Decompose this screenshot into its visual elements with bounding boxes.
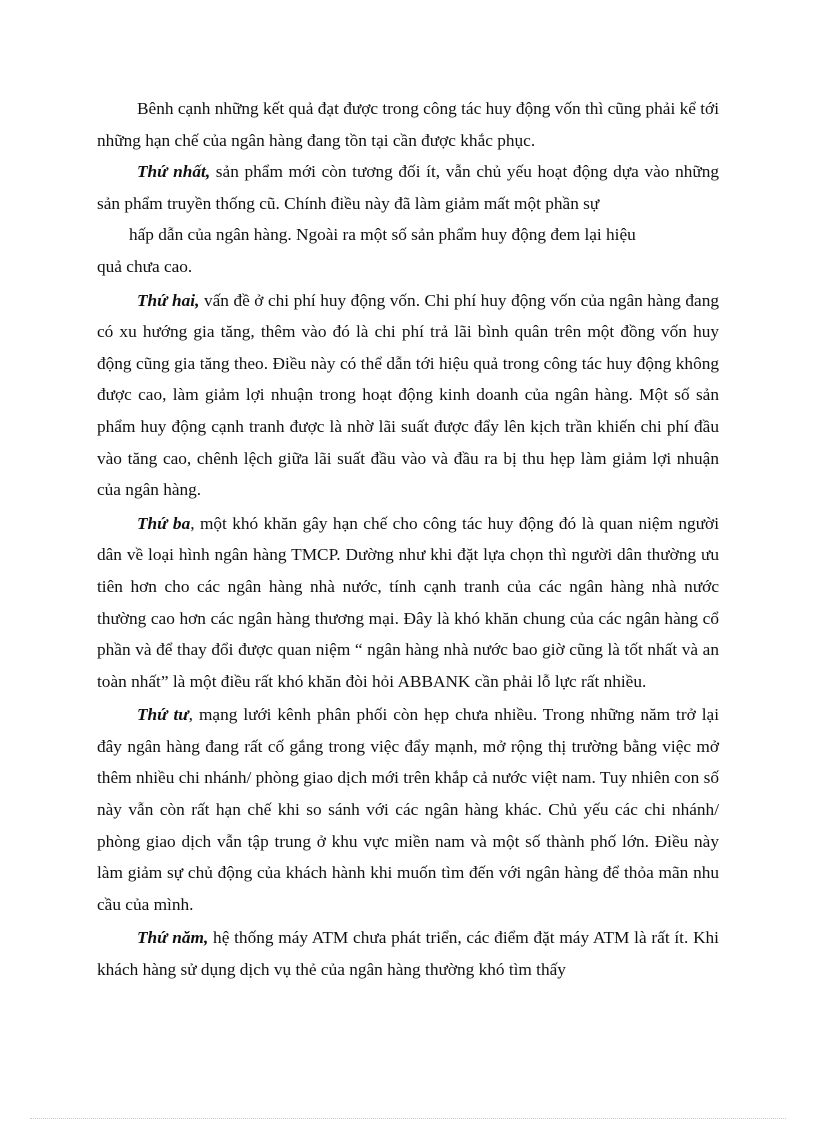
paragraph-first xyxy=(97,156,719,219)
page-bottom-divider xyxy=(30,1118,786,1119)
paragraph-fifth xyxy=(97,922,719,985)
paragraph-fifth-lead: Thứ năm, xyxy=(137,928,209,948)
paragraph-first-continuation: hấp dẫn của ngân hàng. Ngoài ra một số sản phẩm huy động đem lại hiệu xyxy=(129,225,636,245)
paragraph-first-end: quả chưa cao. xyxy=(97,256,193,276)
paragraph-second-lead: Thứ hai, xyxy=(137,290,200,310)
paragraph-fourth-body: , mạng lưới kênh phân phối còn hẹp chưa nhiều. Trong những năm trở lại đây ngân hàng đang rất cố gắng trong việc đẩy mạnh, mở rộng thị trường bằng việc mở thêm nhiều chi nhánh/ phòng giao dịch mới trên khắp cả nước việt nam. Tuy nhiên con số này vẫn còn rất hạn chế khi so sánh với các ngân hàng khác. Chủ yếu các chi nhánh/ phòng giao dịch vẫn tập trung ở khu vực miền nam và một số thành phố lớn. Điều này làm giảm sự chủ động của khách hành khi muốn tìm đến với ngân hàng để thỏa mãn nhu cầu của mình. xyxy=(97,705,719,914)
paragraph-second-body: vấn đề ở chi phí huy động vốn. Chi phí huy động vốn của ngân hàng đang có xu hướng gia tăng, thêm vào đó là chi phí trả lãi bình quân trên một đồng vốn huy động cũng gia tăng theo. Điều này có thể dẫn tới hiệu quả trong công tác huy động không được cao, làm giảm lợi nhuận trong hoạt động kinh doanh của ngân hàng. Một số sản phẩm huy động cạnh tranh được là nhờ lãi suất được đẩy lên kịch trần khiến chi phí đầu vào tăng cao, chênh lệch giữa lãi suất đầu vào và đầu ra bị thu hẹp làm giảm lợi nhuận của ngân hàng. xyxy=(97,290,720,500)
paragraph-third-lead: Thứ ba xyxy=(137,513,191,533)
paragraph-fourth-lead: Thứ tư xyxy=(137,705,189,725)
document-page xyxy=(97,93,719,986)
paragraph-fourth xyxy=(97,699,719,920)
paragraph-first-body: sản phẩm mới còn tương đối ít, vẫn chủ yếu hoạt động dựa vào những sản phẩm truyền thống cũ. Chính điều này đã làm giảm mất một phần sự xyxy=(97,162,719,213)
paragraph-fifth-body: hệ thống máy ATM chưa phát triển, các điểm đặt máy ATM là rất ít. Khi khách hàng sử dụng dịch vụ thẻ của ngân hàng thường khó tìm thấy xyxy=(97,928,719,980)
paragraph-third-body: , một khó khăn gây hạn chế cho công tác huy động đó là quan niệm người dân về loại hình ngân hàng TMCP. Dường như khi đặt lựa chọn thì người dân thường ưu tiên hơn cho các ngân hàng nhà nước, tính cạnh tranh của các ngân hàng nhà nước thường cao hơn các ngân hàng thương mại. Đây là khó khăn chung của các ngân hàng cổ phần và để thay đổi được quan niệm “ ngân hàng nhà nước bao giờ cũng là tốt nhất và an toàn nhất” là một điều rất khó khăn đòi hỏi ABBANK cần phải lỗ lực rất nhiều. xyxy=(97,513,719,691)
paragraph-third xyxy=(97,508,719,698)
intro-paragraph: Bênh cạnh những kết quả đạt được trong công tác huy động vốn thì cũng phải kể tới những hạn chế của ngân hàng đang tồn tại cần được khắc phục. xyxy=(97,99,719,150)
paragraph-first-lead: Thứ nhất, xyxy=(137,162,211,182)
paragraph-second xyxy=(97,285,719,506)
